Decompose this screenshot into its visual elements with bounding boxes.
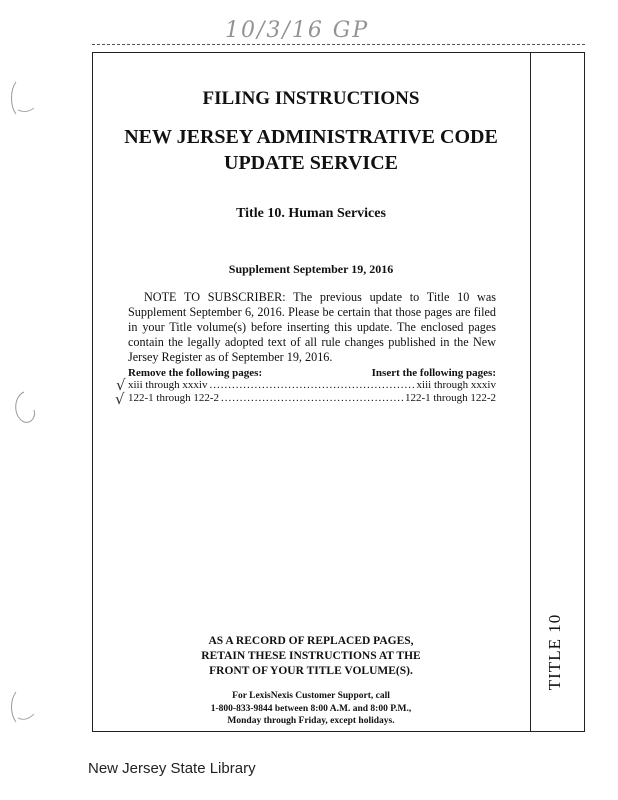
code-title-heading (92, 124, 530, 176)
note-text: NOTE TO SUBSCRIBER: The previous update to Title 10 was Supplement September 6, 2016. Please be certain that those pages are filed in your Title volume(s) before inserting this update. The enclosed pages contain the legally adopted text of all rule changes published in the New Jersey Register as of September 19, 2016. (128, 290, 496, 364)
remove-pages-cell: xiii through xxxiv (128, 379, 208, 391)
support-phone-line: 1-800-833-9844 between 8:00 A.M. and 8:00 P.M., (210, 703, 412, 714)
support-hours-line: Monday through Friday, except holidays. (227, 716, 395, 726)
record-notice-line: AS A RECORD OF REPLACED PAGES, (208, 635, 414, 647)
record-notice-line: RETAIN THESE INSTRUCTIONS AT THE (201, 650, 421, 662)
support-line: For LexisNexis Customer Support, call (232, 691, 390, 701)
spine-label: TITLE 10 (545, 613, 564, 691)
scan-top-edge (92, 44, 585, 45)
insert-pages-cell: 122-1 through 122-2 (404, 392, 496, 404)
check-mark-icon: √ (116, 376, 126, 394)
supplement-date: Supplement September 19, 2016 (228, 262, 394, 276)
title-subtitle: Title 10. Human Services (236, 206, 386, 221)
punch-hole-icon (10, 390, 36, 426)
handwritten-mark: 10/3/16 GP (225, 18, 370, 43)
library-stamp: New Jersey State Library (88, 760, 256, 777)
remove-pages-cell: 122-1 through 122-2 (128, 392, 220, 404)
dot-leader (221, 392, 403, 404)
record-notice (92, 634, 530, 679)
dot-leader (209, 379, 414, 391)
check-mark-icon: √ (115, 390, 125, 408)
insert-pages-cell: xiii through xxxiv (416, 379, 496, 391)
table-row (128, 392, 496, 406)
code-title-line: NEW JERSEY ADMINISTRATIVE CODE (124, 126, 498, 148)
filing-instructions-heading: FILING INSTRUCTIONS (202, 88, 420, 109)
insert-pages-header: Insert the following pages: (371, 367, 496, 379)
record-notice-line: FRONT OF YOUR TITLE VOLUME(S). (209, 665, 413, 677)
note-to-subscriber (128, 290, 496, 365)
punch-hole-icon (10, 690, 36, 726)
remove-pages-header: Remove the following pages: (128, 367, 263, 379)
table-row (128, 379, 496, 393)
spine-tab (530, 52, 585, 732)
update-service-line: UPDATE SERVICE (224, 152, 398, 174)
punch-hole-icon (10, 80, 36, 116)
customer-support-info (92, 690, 530, 728)
